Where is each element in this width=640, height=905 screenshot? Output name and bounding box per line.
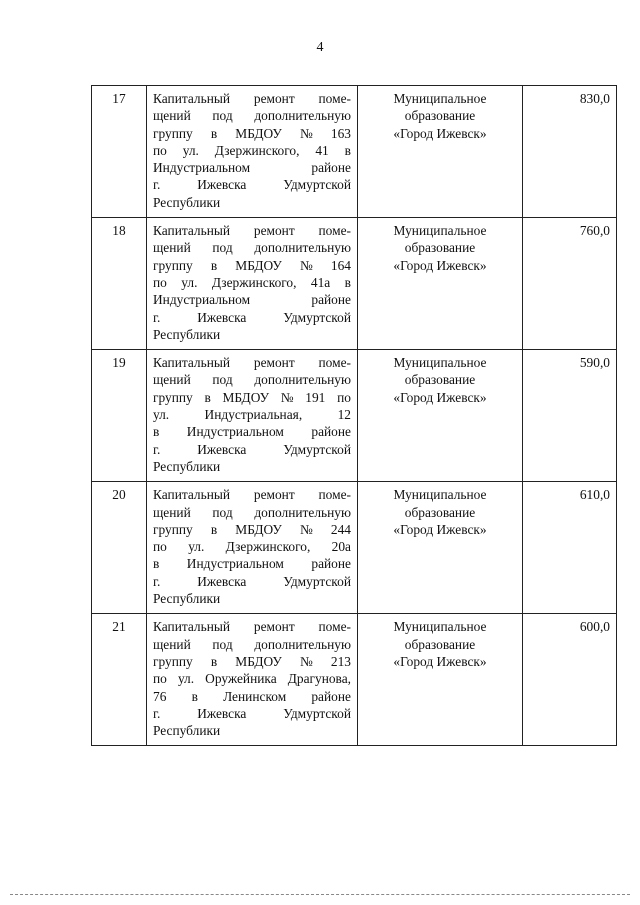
description-line: Капитальный ремонт поме-: [153, 223, 351, 239]
work-description: [147, 350, 358, 482]
description-line: щений под дополнительную: [153, 108, 351, 124]
owner-line: образование: [404, 504, 476, 520]
description-line: в Индустриальном районе: [153, 424, 351, 440]
row-number: 17: [92, 86, 147, 218]
description-line: г. Ижевска Удмуртской: [153, 705, 351, 721]
description-line: 76 в Ленинском районе: [153, 688, 351, 704]
description-line: группу в МБДОУ № 164: [153, 257, 351, 273]
description-line: Индустриальном районе: [153, 292, 351, 308]
description-line: по ул. Дзержинского, 41 в: [153, 142, 351, 158]
amount-value: 600,0: [523, 614, 617, 746]
description-line: щений под дополнительную: [153, 636, 351, 652]
owner-line: Муниципальное: [393, 355, 487, 371]
description-line: Республики: [153, 591, 221, 607]
description-line: Республики: [153, 326, 221, 342]
owner-entity: [358, 86, 523, 218]
description-line: группу в МБДОУ № 163: [153, 125, 351, 141]
owner-entity: [358, 614, 523, 746]
amount-value: 590,0: [523, 350, 617, 482]
table-row: [92, 482, 617, 614]
row-number: 18: [92, 218, 147, 350]
work-description: [147, 86, 358, 218]
work-description: [147, 614, 358, 746]
owner-line: Муниципальное: [393, 91, 487, 106]
description-line: щений под дополнительную: [153, 240, 351, 256]
description-line: г. Ижевска Удмуртской: [153, 177, 351, 193]
description-line: ул. Индустриальная, 12: [153, 407, 351, 423]
owner-line: «Город Ижевск»: [393, 389, 487, 405]
description-line: щений под дополнительную: [153, 504, 351, 520]
description-line: Республики: [153, 458, 221, 474]
description-line: Капитальный ремонт поме-: [153, 487, 351, 503]
owner-line: Муниципальное: [393, 487, 487, 503]
description-line: по ул. Дзержинского, 20а: [153, 539, 351, 555]
owner-line: Муниципальное: [393, 223, 487, 239]
table-row: [92, 614, 617, 746]
row-number: 21: [92, 614, 147, 746]
description-line: Капитальный ремонт поме-: [153, 91, 351, 106]
row-number: 20: [92, 482, 147, 614]
owner-line: образование: [404, 372, 476, 388]
table-row: [92, 218, 617, 350]
owner-entity: [358, 482, 523, 614]
description-line: в Индустриальном районе: [153, 556, 351, 572]
table-body: [92, 86, 617, 746]
owner-line: образование: [404, 108, 476, 124]
description-line: г. Ижевска Удмуртской: [153, 309, 351, 325]
owner-line: «Город Ижевск»: [393, 125, 487, 141]
owner-entity: [358, 218, 523, 350]
row-number: 19: [92, 350, 147, 482]
page-bottom-rule: [10, 894, 630, 895]
description-line: Республики: [153, 194, 221, 210]
owner-line: «Город Ижевск»: [393, 653, 487, 669]
description-line: Капитальный ремонт поме-: [153, 619, 351, 635]
description-line: группу в МБДОУ № 191 по: [153, 389, 351, 405]
description-line: группу в МБДОУ № 244: [153, 521, 351, 537]
owner-entity: [358, 350, 523, 482]
page-number: 4: [316, 40, 324, 55]
amount-value: 760,0: [523, 218, 617, 350]
description-line: Индустриальном районе: [153, 160, 351, 176]
table-row: [92, 86, 617, 218]
description-line: Республики: [153, 723, 221, 739]
owner-line: Муниципальное: [393, 619, 487, 635]
work-description: [147, 218, 358, 350]
description-line: щений под дополнительную: [153, 372, 351, 388]
description-line: г. Ижевска Удмуртской: [153, 441, 351, 457]
description-line: Капитальный ремонт поме-: [153, 355, 351, 371]
description-line: г. Ижевска Удмуртской: [153, 573, 351, 589]
owner-line: образование: [404, 636, 476, 652]
description-line: по ул. Дзержинского, 41а в: [153, 274, 351, 290]
document-table: [91, 85, 617, 746]
description-line: по ул. Оружейника Драгунова,: [153, 671, 351, 687]
owner-line: «Город Ижевск»: [393, 257, 487, 273]
description-line: группу в МБДОУ № 213: [153, 653, 351, 669]
table-row: [92, 350, 617, 482]
amount-value: 830,0: [523, 86, 617, 218]
owner-line: «Город Ижевск»: [393, 521, 487, 537]
work-description: [147, 482, 358, 614]
amount-value: 610,0: [523, 482, 617, 614]
owner-line: образование: [404, 240, 476, 256]
